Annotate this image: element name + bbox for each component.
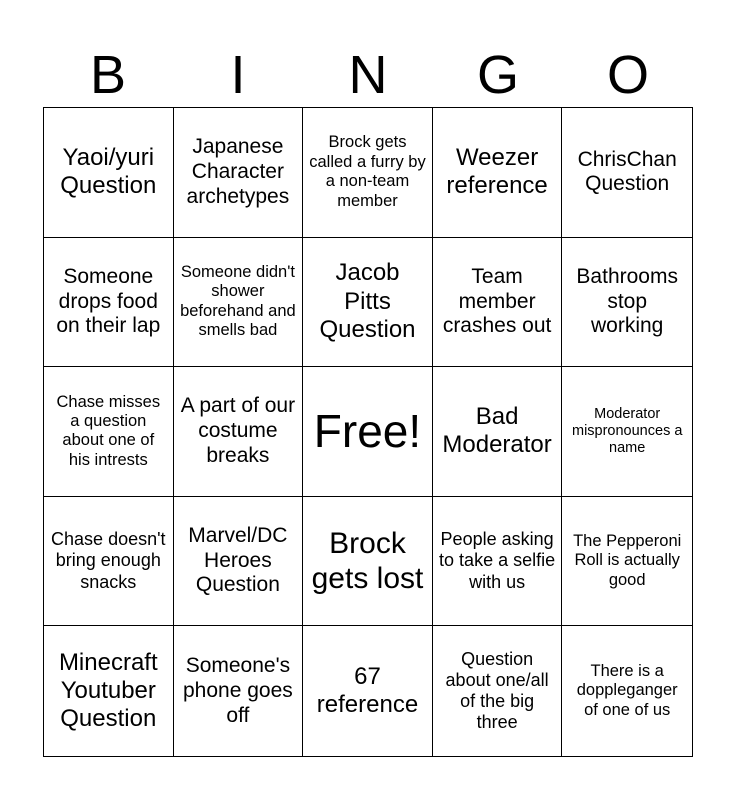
cell-text: Bad Moderator: [442, 403, 552, 459]
bingo-cell[interactable]: [562, 108, 692, 238]
bingo-cell[interactable]: [44, 108, 174, 238]
bingo-cell[interactable]: [562, 626, 692, 756]
cell-text: The Pepperoni Roll is actually good: [573, 531, 682, 589]
cell-text: Brock gets lost: [311, 526, 424, 596]
bingo-cell[interactable]: [44, 626, 174, 756]
cell-text: There is a doppleganger of one of us: [576, 661, 678, 719]
bingo-cell[interactable]: [44, 497, 174, 627]
cell-text: Yaoi/yuri Question: [60, 143, 157, 200]
bingo-board: [43, 107, 693, 757]
bingo-cell[interactable]: [174, 497, 304, 627]
bingo-cell[interactable]: [303, 238, 433, 368]
cell-text: Weezer reference: [446, 143, 548, 200]
header-letter-g: G: [476, 45, 519, 105]
bingo-cell[interactable]: [174, 108, 304, 238]
cell-text: Question about one/all of the big three: [445, 648, 549, 733]
bingo-cell[interactable]: [433, 108, 563, 238]
bingo-cell[interactable]: [562, 238, 692, 368]
cell-text: Bathrooms stop working: [576, 264, 678, 338]
cell-text: Team member crashes out: [442, 264, 552, 338]
cell-text: Marvel/DC Heroes Question: [188, 523, 288, 597]
bingo-cell[interactable]: [44, 367, 174, 497]
cell-text: People asking to take a selfie with us: [439, 529, 556, 592]
free-space-cell[interactable]: [303, 367, 433, 497]
free-space-text: Free!: [313, 405, 422, 458]
cell-text: A part of our costume breaks: [180, 394, 296, 467]
bingo-cell[interactable]: [562, 497, 692, 627]
bingo-cell[interactable]: [433, 367, 563, 497]
bingo-header: [43, 42, 693, 108]
cell-text: Minecraft Youtuber Question: [58, 648, 158, 733]
cell-text: Japanese Character archetypes: [186, 135, 290, 208]
bingo-cell[interactable]: [303, 108, 433, 238]
header-letter-n: N: [348, 45, 388, 105]
bingo-cell[interactable]: [433, 497, 563, 627]
header-letter-i: I: [230, 45, 246, 105]
cell-text: Someone didn't shower beforehand and smells bad: [180, 262, 296, 340]
cell-text: Brock gets called a furry by a non-team member: [309, 133, 426, 210]
cell-text: ChrisChan Question: [577, 147, 677, 196]
bingo-cell[interactable]: [174, 238, 304, 368]
bingo-cell[interactable]: [433, 626, 563, 756]
bingo-cell[interactable]: [303, 626, 433, 756]
header-letter-b: B: [89, 45, 127, 105]
bingo-cell[interactable]: [562, 367, 692, 497]
cell-text: 67 reference: [316, 662, 419, 719]
bingo-cell[interactable]: [44, 238, 174, 368]
cell-text: Chase misses a question about one of his intrests: [56, 392, 161, 469]
bingo-cell[interactable]: [303, 497, 433, 627]
bingo-cell[interactable]: [433, 238, 563, 368]
bingo-cell[interactable]: [174, 626, 304, 756]
header-letter-o: O: [606, 45, 649, 105]
cell-text: Someone drops food on their lap: [56, 264, 161, 338]
cell-text: Moderator mispronounces a name: [571, 405, 683, 457]
bingo-cell[interactable]: [174, 367, 304, 497]
cell-text: Someone's phone goes off: [183, 654, 293, 727]
cell-text: Chase doesn't bring enough snacks: [51, 529, 166, 592]
cell-text: Jacob Pitts Question: [319, 259, 416, 344]
